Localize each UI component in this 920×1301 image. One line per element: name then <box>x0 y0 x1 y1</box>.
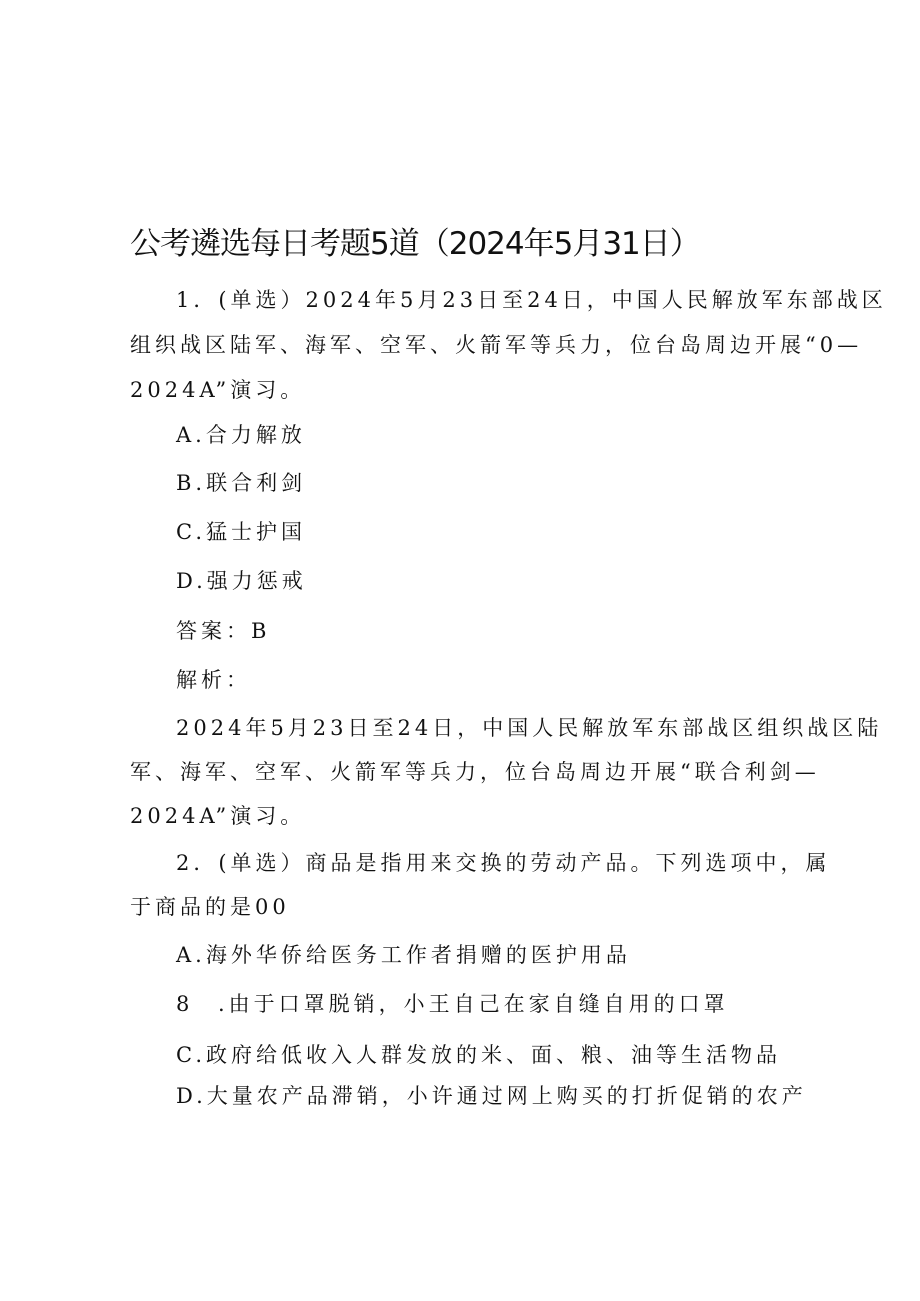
question-1-option-d: D.强力惩戒 <box>176 569 307 593</box>
question-2-option-b-text: .由于口罩脱销，小王自己在家自缝自用的口罩 <box>218 992 729 1016</box>
question-1-option-c: C.猛士护国 <box>176 520 306 544</box>
question-2-option-b <box>176 989 729 1019</box>
question-2-line-1: 2．(单选）商品是指用来交换的劳动产品。下列选项中，属 <box>176 851 831 875</box>
question-2-option-d: D.大量农产品滞销，小许通过网上购买的打折促销的农产 <box>176 1084 807 1108</box>
question-1-line-3: 2024A”演习。 <box>130 378 306 402</box>
question-1-analysis-line-2: 军、海军、空军、火箭军等兵力，位台岛周边开展“联合利剑— <box>130 760 820 784</box>
question-2-option-c: C.政府给低收入人群发放的米、面、粮、油等生活物品 <box>176 1043 781 1067</box>
question-1-analysis-line-1: 2024年5月23日至24日，中国人民解放军东部战区组织战区陆 <box>176 716 883 740</box>
question-1-line-2: 组织战区陆军、海军、空军、火箭军等兵力，位台岛周边开展“0— <box>130 333 863 357</box>
question-1-line-1: 1．(单选）2024年5月23日至24日，中国人民解放军东部战区 <box>176 288 887 312</box>
question-1-answer: 答案：B <box>176 619 271 643</box>
question-1-analysis-label: 解析： <box>176 668 251 692</box>
question-1-option-b: B.联合利剑 <box>176 471 307 495</box>
question-2-option-a: A.海外华侨给医务工作者捐赠的医护用品 <box>176 943 631 967</box>
question-2-line-2: 于商品的是00 <box>130 895 290 919</box>
question-1-analysis-line-3: 2024A”演习。 <box>130 804 306 828</box>
document-title: 公考遴选每日考题5道（2024年5月31日） <box>130 226 700 262</box>
question-1-option-a: A.合力解放 <box>176 423 306 447</box>
question-2-option-b-number: 8 <box>176 992 194 1016</box>
